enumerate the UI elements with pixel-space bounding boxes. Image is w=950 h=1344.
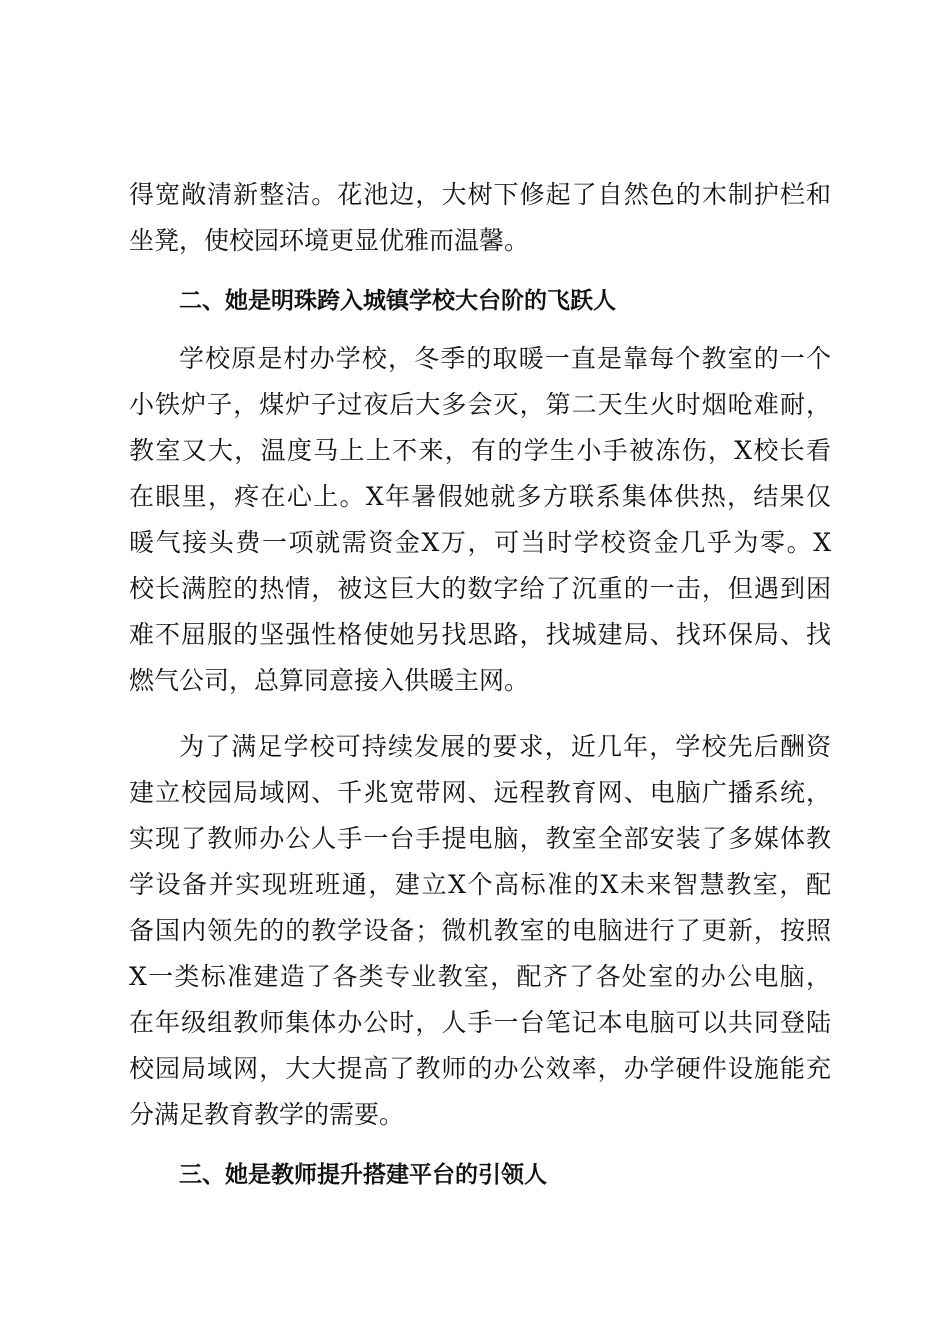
text-line: X一类标准建造了各类专业教室，配齐了各处室的办公电脑， [129, 962, 831, 991]
section-heading-2: 二、她是明珠跨入城镇学校大台阶的飞跃人 [179, 288, 616, 314]
section-heading-3: 三、她是教师提升搭建平台的引领人 [179, 1162, 547, 1188]
text-line: 校长满腔的热情，被这巨大的数字给了沉重的一击，但遇到困 [129, 574, 831, 603]
text-line: 小铁炉子，煤炉子过夜后大多会灭，第二天生火时烟呛难耐， [129, 390, 831, 419]
paragraph-3 [129, 724, 831, 1138]
text-line: 为了满足学校可持续发展的要求，近几年，学校先后酬资 [179, 732, 831, 761]
text-line: 在眼里，疼在心上。X年暑假她就多方联系集体供热，结果仅 [129, 482, 831, 511]
document-body [129, 172, 831, 1198]
text-line: 在年级组教师集体办公时，人手一台笔记本电脑可以共同登陆 [129, 1008, 831, 1037]
text-line: 燃气公司，总算同意接入供暖主网。 [129, 666, 530, 695]
text-line: 暖气接头费一项就需资金X万，可当时学校资金几乎为零。X [129, 528, 831, 557]
text-line: 校园局域网，大大提高了教师的办公效率，办学硬件设施能充 [129, 1054, 831, 1083]
text-line: 建立校园局域网、千兆宽带网、远程教育网、电脑广播系统， [129, 778, 831, 807]
paragraph-1 [129, 172, 831, 264]
text-line: 难不屈服的坚强性格使她另找思路，找城建局、找环保局、找 [129, 620, 831, 649]
paragraph-2 [129, 336, 831, 704]
text-line: 学校原是村办学校，冬季的取暖一直是靠每个教室的一个 [179, 344, 831, 373]
text-line: 得宽敞清新整洁。花池边，大树下修起了自然色的木制护栏和 [129, 180, 831, 209]
text-line: 分满足教育教学的需要。 [129, 1100, 405, 1129]
text-line: 备国内领先的的教学设备；微机教室的电脑进行了更新，按照 [129, 916, 831, 945]
text-line: 坐凳，使校园环境更显优雅而温馨。 [129, 226, 530, 255]
text-line: 学设备并实现班班通，建立X个高标准的X未来智慧教室，配 [129, 870, 831, 899]
text-line: 教室又大，温度马上上不来，有的学生小手被冻伤，X校长看 [129, 436, 831, 465]
text-line: 实现了教师办公人手一台手提电脑，教室全部安装了多媒体教 [129, 824, 831, 853]
